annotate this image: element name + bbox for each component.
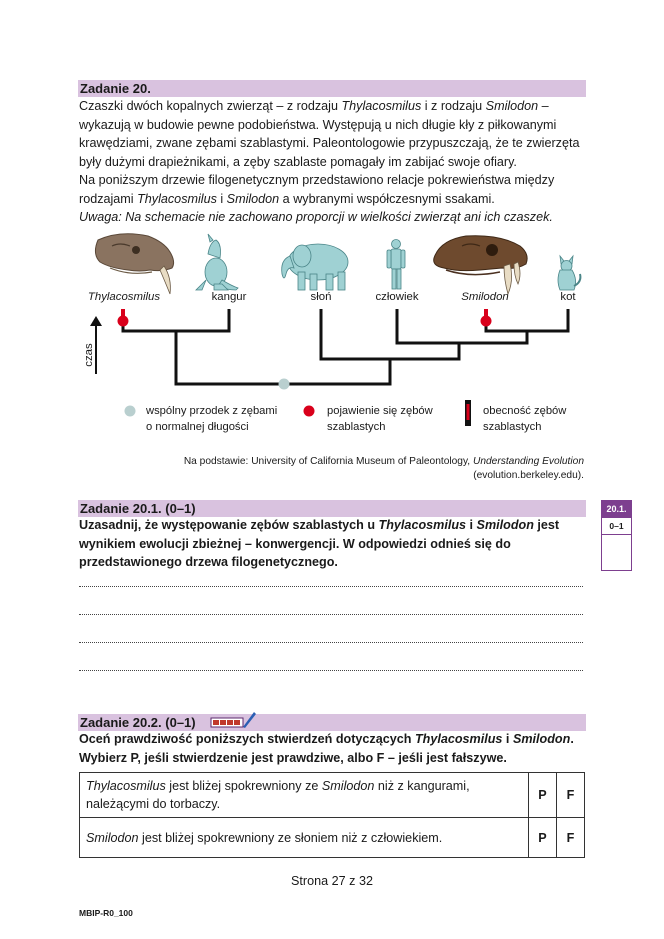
- elephant-image: [282, 244, 348, 290]
- task-20-tree-intro: [79, 171, 585, 208]
- table-row: [80, 773, 585, 818]
- score-box-label: 20.1.: [602, 501, 631, 517]
- task-20-note: Uwaga: Na schemacie nie zachowano proporcji w wielkości zwierząt ani ich czaszek.: [79, 210, 553, 224]
- option-p-1[interactable]: P: [529, 773, 557, 818]
- intro-line-3: krawędziami, zwane zębami szablastymi. Paleontologowie przypuszczają, że te zwierzęta: [79, 136, 580, 150]
- computer-answer-icon: [210, 710, 256, 730]
- task-20-2-instruction: Oceń prawdziwość poniższych stwierdzeń dotyczących Thylacosmilus i Smilodon. Wybierz P, jeśli stwierdzenie jest prawdziwe, albo F – jeśli jest fałszywe.: [79, 732, 574, 765]
- legend-presence-icon: [465, 400, 471, 426]
- true-false-table: [79, 772, 585, 858]
- taxon-label-kangur: kangur: [211, 291, 247, 303]
- score-box-field[interactable]: [602, 534, 631, 570]
- table-row: [80, 818, 585, 858]
- task-20-intro: [79, 97, 585, 171]
- legend-appearance-icon: [304, 406, 315, 417]
- task-20-heading: Zadanie 20.: [78, 80, 586, 97]
- legend-appearance-text: pojawienie się zębów szablastych: [327, 405, 433, 433]
- thylacosmilus-saber-marker: [118, 309, 129, 327]
- score-box-20-1: [601, 500, 632, 571]
- task-20-1-heading: Zadanie 20.1. (0–1): [78, 500, 586, 517]
- intro-line-2: wykazują w budowie pewne podobieństwa. Występują u nich długie kły z piłkowanymi: [79, 117, 557, 132]
- option-p-2[interactable]: P: [529, 818, 557, 858]
- answer-line-4[interactable]: [79, 669, 583, 671]
- taxon-label-kot: kot: [560, 291, 576, 303]
- score-box-range: 0–1: [602, 517, 631, 534]
- intro-line-4: były dużymi drapieżnikami, a zęby szablaste pomagały im zabijać swoje ofiary.: [79, 154, 517, 169]
- option-f-1[interactable]: F: [557, 773, 585, 818]
- page-number: Strona 27 z 32: [291, 874, 373, 888]
- time-axis-label: czas: [83, 343, 95, 367]
- legend-presence-text: obecność zębów szablastych: [483, 405, 567, 433]
- kangaroo-image: [196, 234, 238, 290]
- taxon-label-smilodon: Smilodon: [461, 291, 509, 303]
- legend-ancestor-icon: [125, 406, 136, 417]
- smilodon-saber-marker: [481, 309, 492, 327]
- tree-intro-line-2: rodzajami Thylacosmilus i Smilodon a wybranymi współczesnymi ssakami.: [79, 191, 495, 206]
- cat-image: [558, 256, 580, 290]
- common-ancestor-marker: [279, 379, 290, 390]
- tree-branches: [122, 309, 570, 384]
- statement-2: Smilodon jest bliżej spokrewniony ze słoniem niż z człowiekiem.: [80, 818, 529, 858]
- task-20-2-heading: Zadanie 20.2. (0–1): [78, 714, 586, 731]
- taxon-label-czlowiek: człowiek: [375, 291, 419, 303]
- thylacosmilus-skull-image: [95, 234, 173, 294]
- tree-intro-line-1: Na poniższym drzewie filogenetycznym przedstawiono relacje pokrewieństwa między: [79, 173, 555, 187]
- statement-1: Thylacosmilus jest bliżej spokrewniony ze Smilodon niż z kangurami, należącymi do torbaczy.: [80, 773, 529, 818]
- answer-line-3[interactable]: [79, 641, 583, 643]
- answer-line-1[interactable]: [79, 585, 583, 587]
- source-caption: Na podstawie: University of California Museum of Paleontology, Understanding Evolution (evolution.berkeley.edu).: [183, 456, 584, 481]
- exam-code: MBIP-R0_100: [79, 908, 133, 918]
- task-20-1-instruction: Uzasadnij, że występowanie zębów szablastych u Thylacosmilus i Smilodon jest wynikiem ewolucji zbieżnej – konwergencji. W odpowiedzi odnieś się do przedstawionego drzewa filogenetycznego.: [79, 518, 560, 569]
- taxon-label-slon: słoń: [310, 291, 332, 303]
- intro-line-1: Czaszki dwóch kopalnych zwierząt – z rodzaju Thylacosmilus i z rodzaju Smilodon –: [79, 99, 549, 113]
- answer-line-2[interactable]: [79, 613, 583, 615]
- smilodon-skull-image: [434, 236, 527, 294]
- option-f-2[interactable]: F: [557, 818, 585, 858]
- human-image: [387, 240, 405, 290]
- taxon-label-thylacosmilus: Thylacosmilus: [87, 291, 161, 303]
- legend-ancestor-text: wspólny przodek z zębami o normalnej długości: [146, 405, 278, 433]
